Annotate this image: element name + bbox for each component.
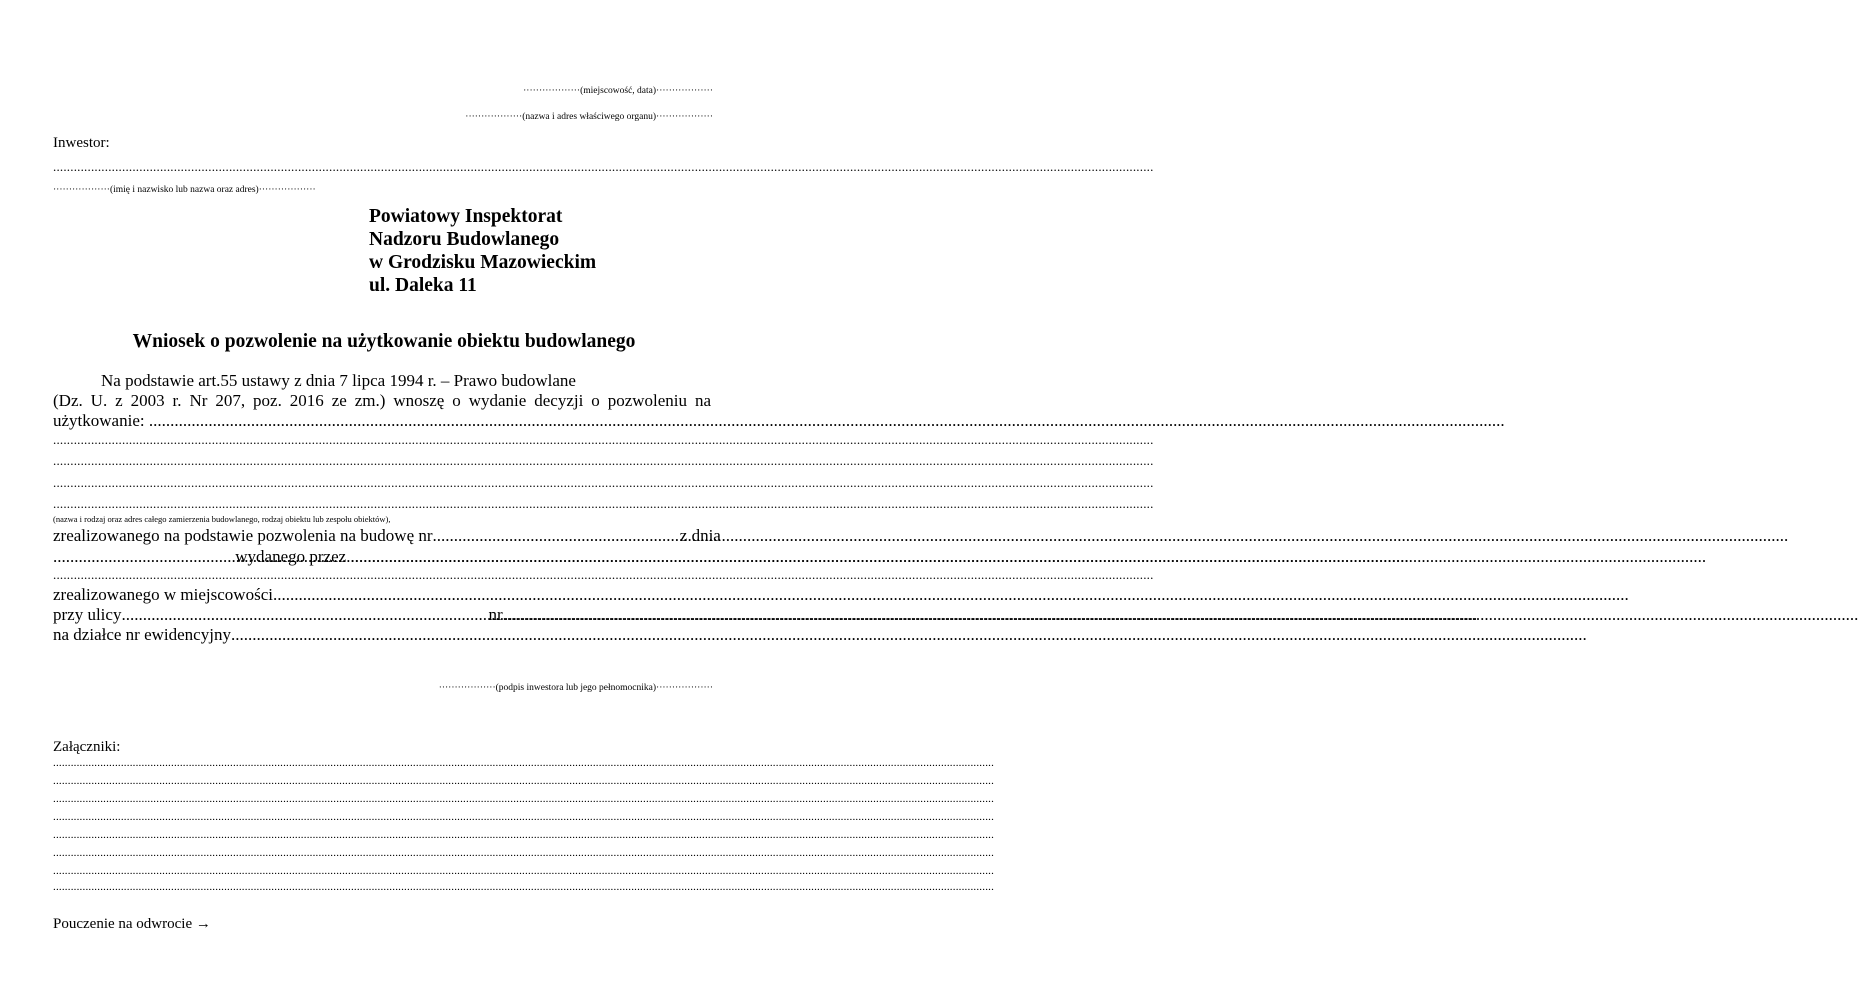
attachment-line-1[interactable] xyxy=(53,757,341,769)
plot-fill[interactable] xyxy=(231,624,699,645)
addressee-line-1: Powiatowy Inspektorat xyxy=(369,206,563,227)
number-label: nr xyxy=(488,605,503,624)
attachment-line-8[interactable] xyxy=(53,881,341,893)
place-date-caption: ··················(miejscowość, data)·················· xyxy=(523,86,713,96)
object-fill-line-3[interactable] xyxy=(53,476,711,490)
issued-by-label: wydanego przez xyxy=(235,547,347,566)
addressee-line-3: w Grodzisku Mazowieckim xyxy=(369,252,597,273)
number-fill[interactable] xyxy=(503,604,701,625)
attachments-label: Załączniki: xyxy=(53,739,121,755)
object-caption: (nazwa i rodzaj oraz adres całego zamierzenia budowlanego, rodzaj obiektu lub zespołu obiektów), xyxy=(53,514,391,524)
issued-line xyxy=(53,546,711,567)
addressee-line-2: Nadzoru Budowlanego xyxy=(369,229,560,250)
investor-label: Inwestor: xyxy=(53,135,110,151)
permit-line xyxy=(53,525,721,546)
usage-fill[interactable] xyxy=(149,410,695,431)
paragraph-line-1: Na podstawie art.55 ustawy z dnia 7 lipca 1994 r. – Prawo budowlane xyxy=(101,371,576,390)
plot-line xyxy=(53,624,711,645)
permit-number-fill[interactable] xyxy=(433,525,676,546)
reverse-side-note[interactable]: Pouczenie na odwrocie → xyxy=(53,916,211,932)
street-fill[interactable] xyxy=(121,604,488,625)
investor-fill-line[interactable] xyxy=(53,160,358,174)
object-fill-line-4[interactable] xyxy=(53,497,711,511)
locality-line xyxy=(53,584,711,605)
object-fill-line-2[interactable] xyxy=(53,454,711,468)
attachment-line-7[interactable] xyxy=(53,865,341,877)
issued-by-fill[interactable] xyxy=(350,546,710,567)
paragraph-line-2: (Dz. U. z 2003 r. Nr 207, poz. 2016 ze zm.) wnoszę o wydanie decyzji o pozwoleniu na xyxy=(53,391,711,410)
plot-label: na działce nr ewidencyjny xyxy=(53,625,231,644)
investor-caption: ··················(imię i nazwisko lub nazwa oraz adres)·················· xyxy=(53,185,316,195)
usage-label: użytkowanie: xyxy=(53,411,145,430)
attachment-line-4[interactable] xyxy=(53,811,341,823)
locality-fill[interactable] xyxy=(273,584,693,605)
addressee-block xyxy=(369,205,596,297)
signature-caption: ··················(podpis inwestora lub jego pełnomocnika)·················· xyxy=(438,683,713,693)
permit-label: zrealizowanego na podstawie pozwolenia na budowę nr xyxy=(53,526,433,545)
locality-label: zrealizowanego w miejscowości xyxy=(53,585,273,604)
authority-caption: ··················(nazwa i adres właściwego organu)·················· xyxy=(465,112,713,122)
attachment-line-5[interactable] xyxy=(53,829,341,841)
attachment-line-3[interactable] xyxy=(53,793,341,805)
document-title: Wniosek o pozwolenie na użytkowanie obiektu budowlanego xyxy=(132,331,636,352)
attachment-line-6[interactable] xyxy=(53,847,341,859)
date-label: z dnia xyxy=(679,526,721,545)
addressee-line-4: ul. Daleka 11 xyxy=(369,275,477,296)
object-fill-line-1[interactable] xyxy=(53,433,711,447)
date-fill[interactable] xyxy=(53,546,231,567)
street-label: przy ulicy xyxy=(53,605,122,624)
attachment-line-2[interactable] xyxy=(53,775,341,787)
street-line xyxy=(53,604,711,625)
usage-line xyxy=(53,410,711,431)
issued-by-fill-line-2[interactable] xyxy=(53,568,711,582)
